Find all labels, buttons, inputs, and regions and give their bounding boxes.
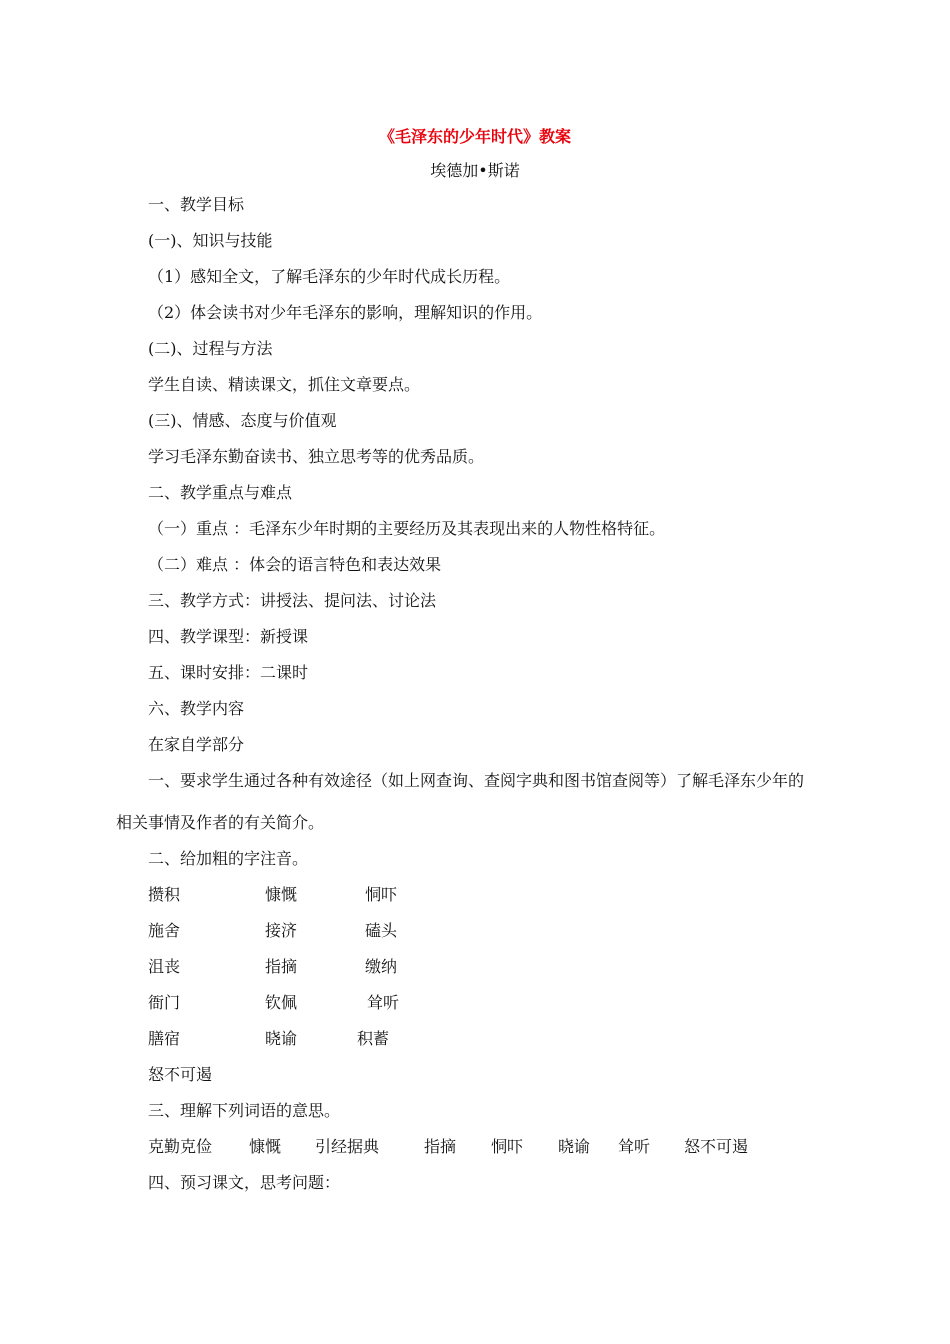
word-item: 膳宿 — [148, 1029, 181, 1048]
schedule-text: 五、课时安排：二课时 — [148, 663, 309, 682]
task-1-text-continued: 相关事情及作者的有关简介。 — [116, 813, 325, 832]
task-3-heading: 三、理解下列词语的意思。 — [148, 1101, 341, 1120]
values-text: 学习毛泽东勤奋读书、独立思考等的优秀品质。 — [148, 447, 485, 466]
word-item: 积蓄 — [357, 1029, 390, 1048]
heading-key-points: 二、教学重点与难点 — [148, 483, 293, 502]
document-title: 《毛泽东的少年时代》教案 — [378, 127, 571, 146]
word-item: 衙门 — [148, 993, 181, 1012]
word-row — [148, 884, 848, 906]
vocab-item: 克勤克俭 — [148, 1137, 213, 1156]
word-item: 指摘 — [265, 957, 298, 976]
task-2-heading: 二、给加粗的字注音。 — [148, 849, 309, 868]
word-item: 缴纳 — [365, 957, 398, 976]
difficulty-text: （二）难点 ：体会的语言特色和表达效果 — [148, 555, 442, 574]
word-item: 攒积 — [148, 885, 181, 904]
vocab-item: 耸听 — [618, 1137, 651, 1156]
process-text: 学生自读、精读课文，抓住文章要点。 — [148, 375, 421, 394]
word-item: 磕头 — [365, 921, 398, 940]
vocab-row — [148, 1136, 848, 1158]
goal-item-2: （2）体会读书对少年毛泽东的影响，理解知识的作用。 — [148, 303, 543, 322]
subheading-knowledge-skills: (一)、知识与技能 — [148, 231, 273, 250]
word-row — [148, 956, 848, 978]
vocab-item: 指摘 — [424, 1137, 457, 1156]
word-item: 沮丧 — [148, 957, 181, 976]
vocab-item: 慷慨 — [249, 1137, 282, 1156]
word-row — [148, 1028, 848, 1050]
goal-item-1: （1）感知全文，了解毛泽东的少年时代成长历程。 — [148, 267, 511, 286]
subheading-values: (三)、情感、态度与价值观 — [148, 411, 337, 430]
word-item: 接济 — [265, 921, 298, 940]
teaching-method-text: 三、教学方式：讲授法、提问法、讨论法 — [148, 591, 437, 610]
task-1-text: 一、要求学生通过各种有效途径（如上网查询、查阅字典和图书馆查阅等）了解毛泽东少年的 — [148, 771, 805, 790]
word-item: 钦佩 — [265, 993, 298, 1012]
word-item-last: 怒不可遏 — [148, 1065, 213, 1084]
word-item: 慷慨 — [265, 885, 298, 904]
vocab-item: 引经据典 — [315, 1137, 380, 1156]
heading-teaching-content: 六、教学内容 — [148, 699, 245, 718]
author-line: 埃德加•斯诺 — [430, 161, 520, 180]
word-row — [148, 992, 848, 1014]
vocab-item: 怒不可遏 — [684, 1137, 749, 1156]
lesson-type-text: 四、教学课型：新授课 — [148, 627, 309, 646]
key-point-text: （一）重点 ：毛泽东少年时期的主要经历及其表现出来的人物性格特征。 — [148, 519, 666, 538]
self-study-heading: 在家自学部分 — [148, 735, 245, 754]
vocab-item: 晓谕 — [558, 1137, 591, 1156]
word-item: 晓谕 — [265, 1029, 298, 1048]
word-row — [148, 920, 848, 942]
task-4-heading: 四、预习课文，思考问题： — [148, 1173, 341, 1192]
heading-teaching-goals: 一、教学目标 — [148, 195, 245, 214]
subheading-process-method: (二)、过程与方法 — [148, 339, 273, 358]
word-item: 耸听 — [367, 993, 400, 1012]
word-item: 施舍 — [148, 921, 181, 940]
vocab-item: 恫吓 — [491, 1137, 524, 1156]
word-item: 恫吓 — [365, 885, 398, 904]
